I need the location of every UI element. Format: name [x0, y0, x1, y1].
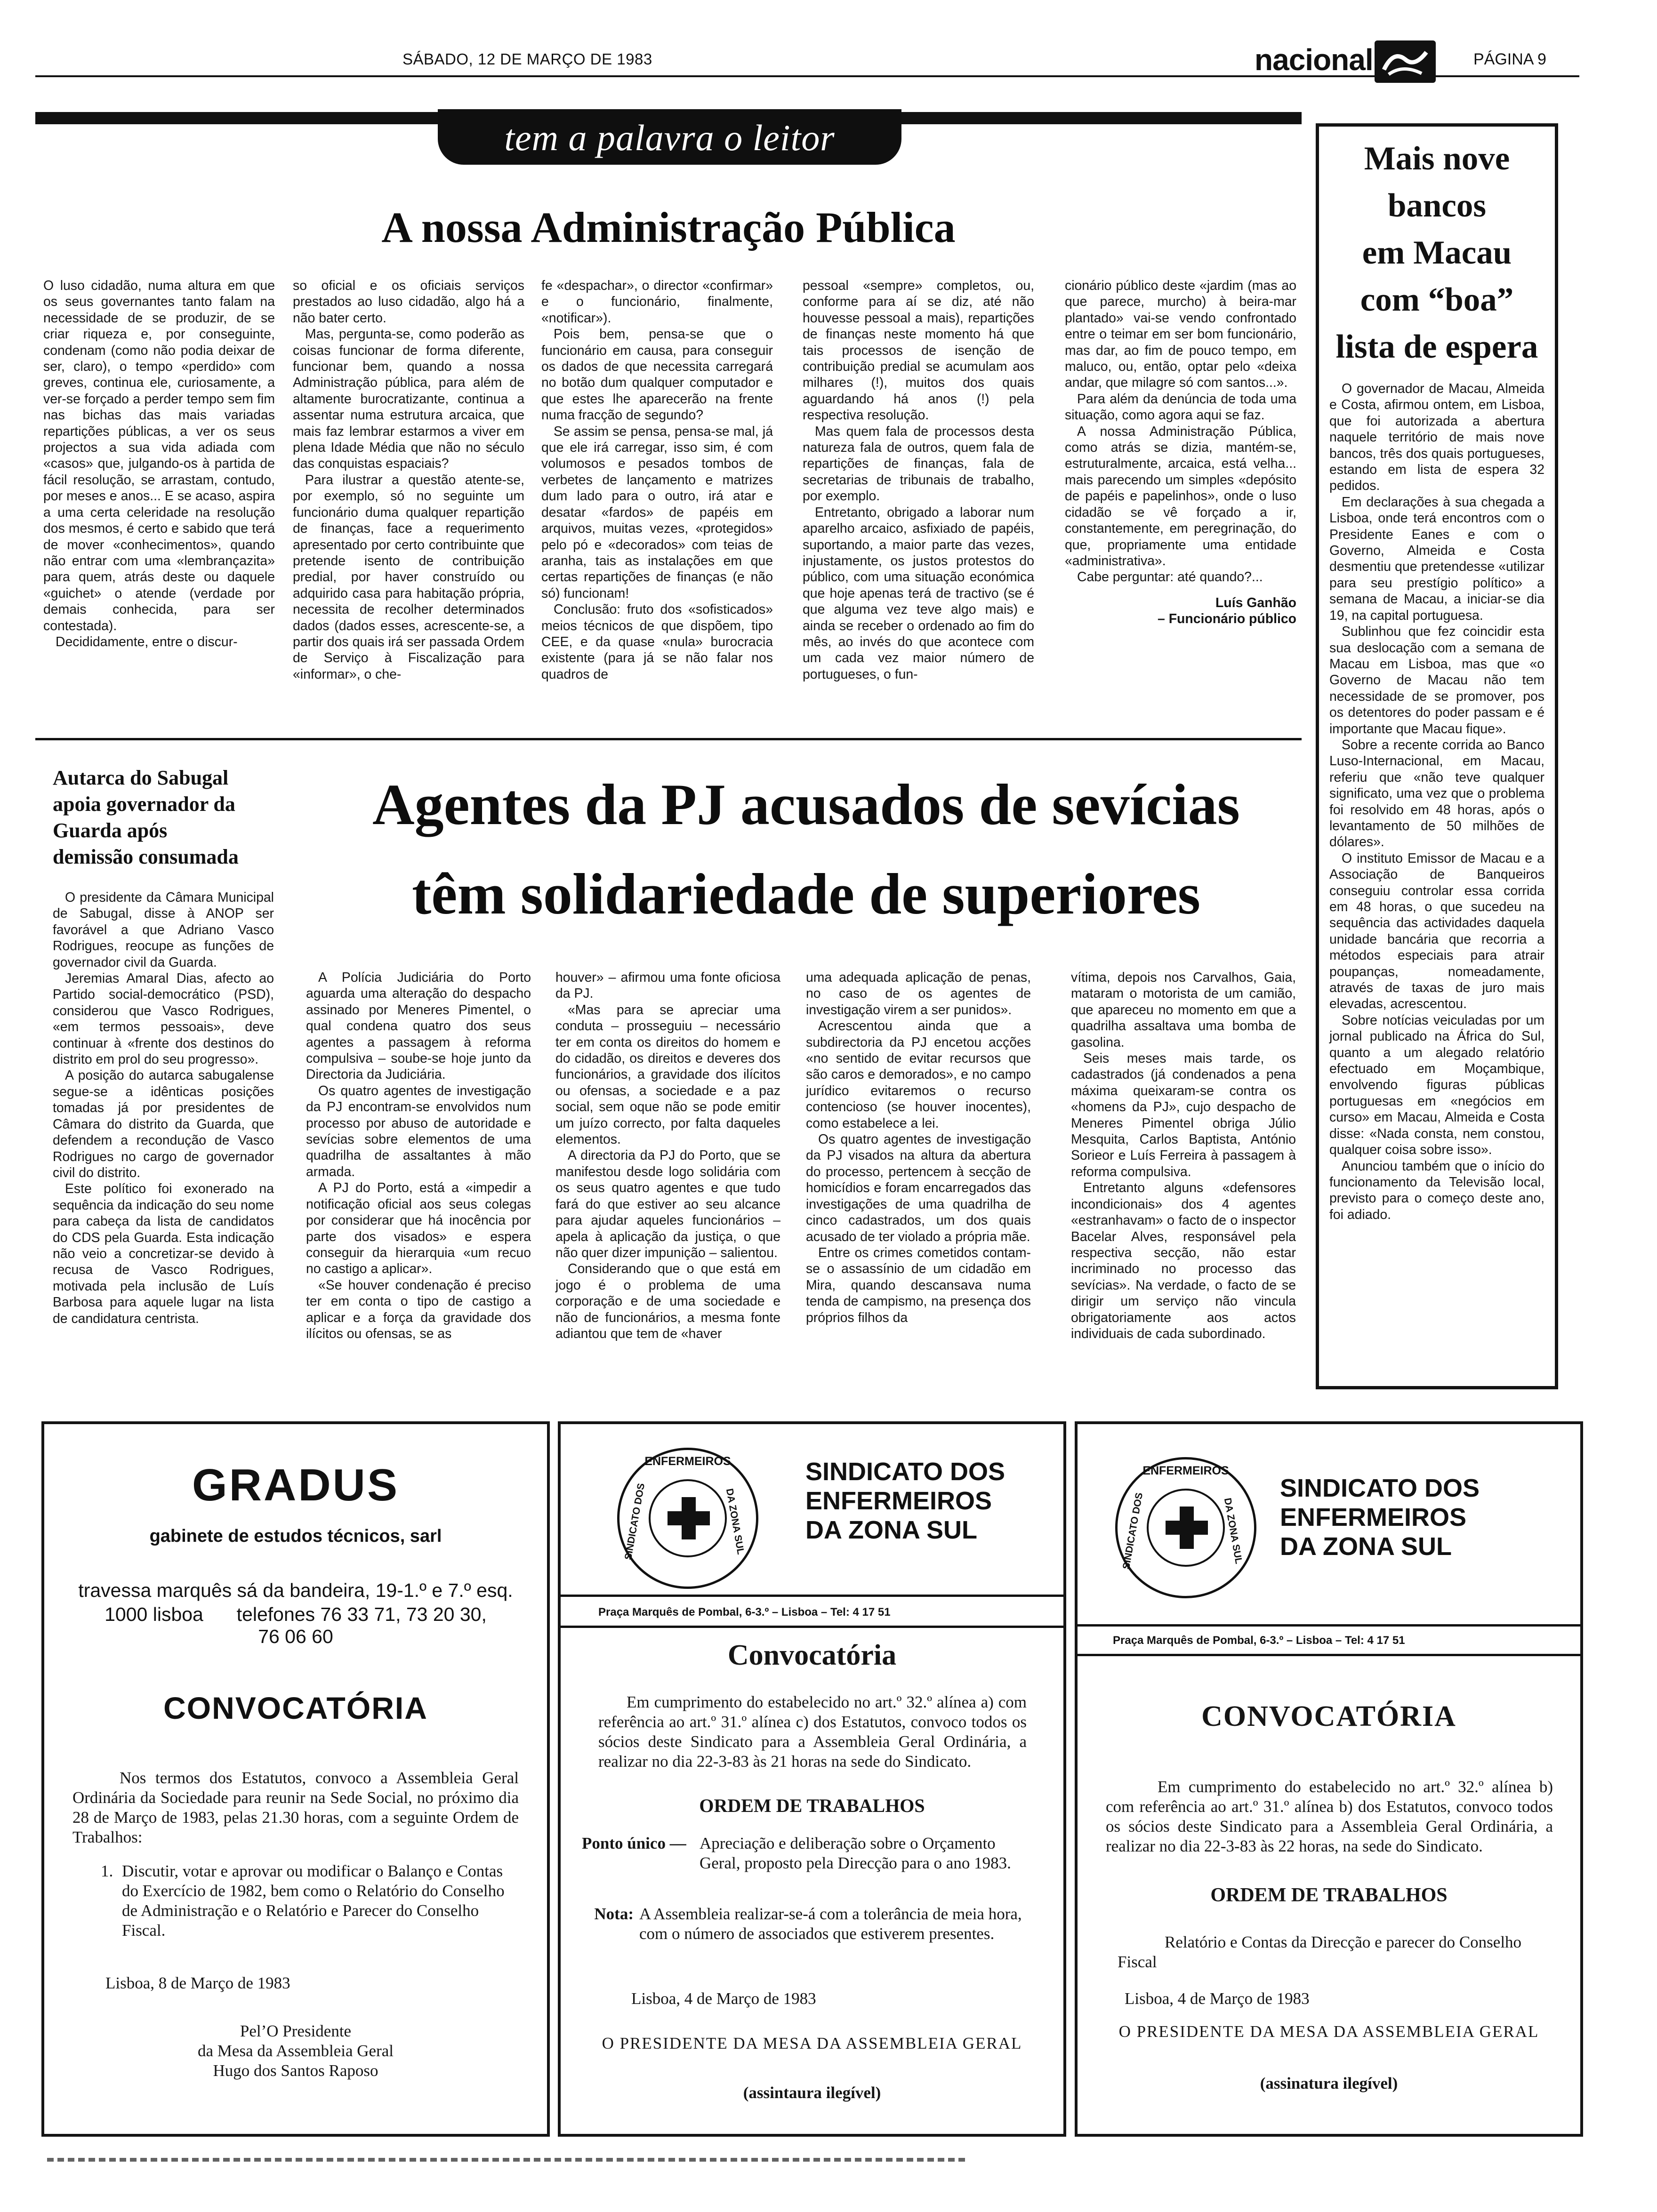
union-sign-1: O PRESIDENTE DA MESA DA ASSEMBLEIA GERAL — [1118, 2022, 1539, 2041]
union-address: Praça Marquês de Pombal, 6-3.º – Lisboa – Tel: 4 17 51 — [1113, 1634, 1405, 1647]
letter-title: A nossa Administração Pública — [381, 203, 956, 251]
union-note — [582, 1904, 1029, 1944]
union-item-label: Ponto único — — [582, 1834, 686, 1852]
union-name-line: SINDICATO DOS — [1280, 1474, 1480, 1502]
union-seal-icon — [617, 1448, 758, 1589]
letter-paragraph: fe «despachar», o director «confirmar» e o funcionário, finalmente, «notificar»). — [541, 278, 773, 326]
pj-paragraph: Considerando que o que está em jogo é o problema de uma corporação e de uma sociedade e não de funcionários, a mesma fonte adiantou que tem de «haver — [555, 1261, 780, 1341]
sabugal-body — [53, 890, 274, 1327]
union-intro: Em cumprimento do estabelecido no art.º 32.º alínea b) com referência ao art.º 31.º alínea b) dos Estatutos, convoco todos os sócios deste Sindicato para a Assembleia Geral Ordinária, a realizar no dia 22-3-83 às 22 horas, na sede do Sindicato. — [1106, 1778, 1553, 1855]
union-order-title: ORDEM DE TRABALHOS — [699, 1795, 925, 1816]
letter-column-2 — [293, 278, 524, 682]
gradus-phones-label: telefones — [236, 1603, 315, 1625]
gradus-sign-line: Hugo dos Santos Raposo — [213, 2061, 378, 2080]
gradus-subtitle: gabinete de estudos técnicos, sarl — [149, 1526, 442, 1546]
pj-paragraph: Os quatro agentes de investigação da PJ encontram-se envolvidos num processo por abuso de autoridade e sevícias sobre elementos de uma quadrilha de assaltantes à mão armada. — [306, 1083, 531, 1179]
macau-title — [1329, 135, 1544, 370]
letter-paragraph: Pois bem, pensa-se que o funcionário em causa, para conseguir os dados de que necessita carregará no botão dum qualquer computador e que estes lhe aparecerão na frente numa fracção de segundo? — [541, 327, 773, 423]
sabugal-paragraph: A posição do autarca sabugalense segue-se a idênticas posições tomadas já por presidentes de Câmara do distrito da Guarda, que defendem a recondução de Vasco Rodrigues no cargo de governador civil do distrito. — [53, 1068, 274, 1180]
pj-column-2 — [555, 970, 780, 1342]
letter-bottom-rule — [35, 738, 1302, 740]
pj-column-1 — [306, 970, 531, 1342]
union-heading: Convocatória — [727, 1639, 897, 1671]
sabugal-title — [53, 765, 298, 870]
gradus-item — [101, 1861, 519, 1940]
gradus-item-text: Discutir, votar e aprovar ou modificar o Balanço e Contas do Exercício de 1982, bem como o Relatório do Conselho de Administração e o Relatório e Parecer do Conselho Fiscal. — [122, 1862, 505, 1940]
union-name — [1280, 1474, 1480, 1561]
sabugal-paragraph: Este político foi exonerado na sequência da indicação do seu nome para cabeça da lista de candidatos do CDS pela Guarda. Esta indicação não veio a concretizar-se devido à recusa de Vasco Rodrigues, motivada pela inclusão de Luís Barbosa para aquele lugar na lista de candidatura centrista. — [53, 1181, 274, 1326]
letter-column-3 — [541, 278, 773, 682]
pj-paragraph: Acrescentou ainda que a subdirectoria da PJ encetou acções «no sentido de evitar recursos que são caros e demorados», e no campo jurídico evitaremos o recurso contencioso (se houver inocentes), como estabelece a lei. — [806, 1018, 1031, 1131]
letter-author-role: – Funcionário público — [1158, 611, 1296, 627]
union-name — [805, 1457, 1005, 1545]
macau-body — [1329, 381, 1544, 1223]
gradus-sign-line: Pel’O Presidente — [240, 2022, 352, 2040]
gradus-phones-2: 76 06 60 — [258, 1626, 333, 1647]
letter-paragraph: Para ilustrar a questão atente-se, por exemplo, só no seguinte um funcionário duma qualquer repartição de finanças, face a requerimento apresentado por certo contribuinte que pretende isento de contribuição predial, por haver construído ou adquirido casa para habitação própria, necessita de recolher determinados dados (dados esses, acrescente-se, a partir dos quais irá ser passada Ordem de Serviço à Fiscalização para «informar», o che- — [293, 472, 524, 682]
gradus-date: Lisboa, 8 de Março de 1983 — [105, 1974, 290, 1992]
union-sign-1: O PRESIDENTE DA MESA DA ASSEMBLEIA GERAL — [602, 2034, 1022, 2052]
pj-paragraph: Seis meses mais tarde, os cadastrados (já condenados a pena máxima queixaram-se contra os «homens da PJ», cujo despacho de Meneres Pimentel obriga Júlio Mesquita, Carlos Baptista, António Sorieor e Luís Ferreira à passagem à reforma compulsiva. — [1071, 1051, 1296, 1179]
letter-paragraph: Se assim se pensa, pensa-se mal, já que ele irá carregar, isso sim, é com volumosos e pesados tombos de verbetes de lançamento e matrizes dum lado para o outro, irá atar e desatar «fardos» de papéis em arquivos, muitas vezes, «protegidos» pelo pó e «decorados» com teias de aranha, tais as instalações em que certas repartições de finanças (e não só) funcionam! — [541, 424, 773, 601]
gradus-address: travessa marquês sá da bandeira, 19-1.º e 7.º esq. — [78, 1579, 513, 1601]
gradus-heading: CONVOCATÓRIA — [163, 1691, 428, 1725]
letter-paragraph: Cabe perguntar: até quando?... — [1077, 569, 1263, 585]
pj-paragraph: A Polícia Judiciária do Porto aguarda uma alteração do despacho assinado por Meneres Pimentel, o qual condena quatro dos seus agentes a passagem à reforma compulsiva – soube-se hoje junto da Directoria da Judiciária. — [306, 970, 531, 1082]
pj-paragraph: Os quatro agentes de investigação da PJ visados na altura da abertura do processo, pertencem à secção de homicídios e foram encarregados das investigações de uma quadrilha de cinco cadastrados, um dos quais acusado de ter violado a própria mãe. — [806, 1132, 1031, 1244]
union-top-rule — [561, 1595, 1063, 1597]
union-seal-left: SINDICATO DOS — [622, 1482, 647, 1561]
union-name-line: DA ZONA SUL — [1280, 1532, 1452, 1561]
macau-title-line: em Macau — [1362, 234, 1512, 271]
pj-column-3 — [806, 970, 1031, 1326]
union-seal-top: ENFERMEIROS — [1142, 1464, 1229, 1477]
gradus-city: 1000 lisboa — [105, 1603, 203, 1625]
union-sign-2: (assinatura ilegível) — [1260, 2074, 1398, 2092]
letter-paragraph: O luso cidadão, numa altura em que os seus governantes tanto falam na necessidade de se produzir, de se criar riqueza e, por conseguinte, condenam (como não podia deixar de ser, claro), o tempo «perdido» com greves, continua ele, curiosamente, a ver-se forçado a perder tempo sem fim nas bichas das mais variadas repartições públicas, a ver os seus projectos a sua vida adiada com «casos» que, julgando-os à partida de fácil resolução, se arrastam, contudo, por meses e anos... E se acaso, aspira a uma certa celeridade na resolução dos mesmos, é certo e sabido que terá de mover «conhecimentos», quando não entrar com uma «lembrançazita» para quem, atrás deste ou daquele «guichet» o atende (verdade por demais conhecida, para ser contestada). — [43, 278, 275, 633]
letter-paragraph: A nossa Administração Pública, como atrás se dizia, mantém-se, estruturalmente, arcaica, está velha... mais parecendo um simples «depósito de papéis e papelinhos», onde o luso cidadão se vê forçado a ir, constantemente, em peregrinação, do que, propriamente uma entidade «administrativa». — [1065, 424, 1296, 569]
union-date: Lisboa, 4 de Março de 1983 — [1125, 1989, 1310, 2008]
union-name-line: DA ZONA SUL — [805, 1516, 977, 1544]
union-item-text: Relatório e Contas da Direcção e parecer do Conselho Fiscal — [1118, 1933, 1522, 1971]
letter-paragraph: Mas, pergunta-se, como poderão as coisas funcionar de forma diferente, funcionar bem, quando a nossa Administração pública, para além de altamente burocratizante, continua a assentar numa estrutura arcaica, que mais faz lembrar estarmos a viver em plena Idade Média que não no século das conquistas espaciais? — [293, 327, 524, 472]
letter-column-5 — [1065, 278, 1296, 627]
macau-paragraph: Sobre a recente corrida ao Banco Luso-Internacional, em Macau, referiu que «não teve qualquer significato, uma vez que o problema foi resolvido em 48 horas, após o levantamento de 50 milhões de dólares». — [1329, 737, 1544, 850]
union-seal-right: DA ZONA SUL — [1222, 1497, 1245, 1565]
union-note-label: Nota: — [594, 1905, 634, 1923]
gradus-phones-line — [44, 1603, 547, 1626]
letter-author: Luís Ganhão — [1215, 595, 1296, 610]
gradus-name: GRADUS — [192, 1460, 399, 1510]
gradus-item-number: 1. — [101, 1862, 113, 1880]
letter-paragraph: Conclusão: fruto dos «sofisticados» meios técnicos de que dispõem, tipo CEE, e da quase «nula» burocracia existente (para já se não falar nos quadros de — [541, 602, 773, 682]
pj-paragraph: houver» – afirmou uma fonte oficiosa da PJ. — [555, 970, 780, 1002]
union-sign-2: (assintaura ilegível) — [743, 2084, 881, 2102]
gradus-intro: Nos termos dos Estatutos, convoco a Assembleia Geral Ordinária da Sociedade para reunir na Sede Social, no próximo dia 28 de Março de 1983, pelas 21.30 horas, com a seguinte Ordem de Trabalhos: — [72, 1769, 519, 1846]
union-date: Lisboa, 4 de Março de 1983 — [631, 1989, 816, 2008]
letter-paragraph: so oficial e os oficiais serviços prestados ao luso cidadão, algo há a não bater certo. — [293, 278, 524, 326]
sabugal-title-line: Autarca do Sabugal — [53, 766, 229, 789]
union-name-line: SINDICATO DOS — [805, 1458, 1005, 1486]
sabugal-paragraph: O presidente da Câmara Municipal de Sabugal, disse à ANOP ser favorável a que Adriano Vasco Rodrigues, reocupe as funções de governador civil da Guarda. — [53, 890, 274, 970]
pj-paragraph: «Mas para se apreciar uma conduta – prosseguiu – necessário ter em conta os direitos do homem e do cidadão, os direitos e deveres dos funcionários, a gravidade dos ilícitos ou ofensas, a sociedade e a paz social, sem oque não se pode emitir um juízo correcto, por falta daqueles elementos. — [555, 1002, 780, 1147]
letter-paragraph: Mas quem fala de processos desta natureza fala de outros, quem fala de repartições de finanças, fala de secretarias de tribunais de trabalho, por exemplo. — [803, 424, 1034, 504]
macau-title-line: lista de espera — [1335, 329, 1538, 365]
pj-paragraph: «Se houver condenação é preciso ter em conta o tipo de castigo a aplicar e a força da gravidade dos ilícitos ou ofensas, se as — [306, 1277, 531, 1341]
union-seal-left: SINDICATO DOS — [1120, 1491, 1145, 1571]
union-name-line: ENFERMEIROS — [805, 1487, 992, 1515]
union-address: Praça Marquês de Pombal, 6-3.º – Lisboa – Tel: 4 17 51 — [598, 1606, 891, 1619]
letter-paragraph: Decididamente, entre o discur- — [56, 634, 238, 649]
union-order-title: ORDEM DE TRABALHOS — [1210, 1884, 1448, 1906]
union-heading: CONVOCATÓRIA — [1201, 1700, 1456, 1732]
gradus-ad — [41, 1421, 550, 2137]
union-ad-2 — [1075, 1421, 1583, 2137]
gradus-sign-line: da Mesa da Assembleia Geral — [198, 2042, 394, 2060]
union-ad-1 — [558, 1421, 1066, 2137]
union-name-line: ENFERMEIROS — [1280, 1503, 1467, 1531]
macau-title-line: bancos — [1387, 187, 1487, 224]
macau-title-line: com “boa” — [1360, 281, 1514, 318]
pj-paragraph: A PJ do Porto, está a «impedir a notificação oficial aos seus colegas por considerar que há inocência por parte dos visados» e espera conseguir da hierarquia «um recuo no castigo a aplicar». — [306, 1180, 531, 1277]
letter-paragraph: pessoal «sempre» completos, ou, conforme para aí se diz, até não houvesse pessoal a mais), repartições de finanças neste momento há que tais processos de isenção de contribuição predial se acumulam aos milhares (!), muitos dos quais aguardando há anos (!) pela respectiva resolução. — [803, 278, 1034, 423]
sabugal-title-line: demissão consumada — [53, 845, 239, 868]
pj-paragraph: vítima, depois nos Carvalhos, Gaia, mataram o motorista de um camião, que apareceu no momento em que a quadrilha assaltava uma bomba de gasolina. — [1071, 970, 1296, 1050]
union-address-rule — [561, 1626, 1063, 1628]
union-intro: Em cumprimento do estabelecido no art.º 32.º alínea a) com referência ao art.º 31.º alínea c) dos Estatutos, convoco todos os sócios deste Sindicato para a Assembleia Geral Ordinária, a realizar no dia 22-3-83 às 21 horas na sede do Sindicato. — [598, 1693, 1027, 1771]
union-seal-icon — [1115, 1457, 1256, 1598]
banner-title: tem a palavra o leitor — [504, 117, 835, 158]
sabugal-title-line: Guarda após — [53, 819, 168, 842]
macau-paragraph: Em declarações à sua chegada a Lisboa, onde terá encontros com o Presidente Eanes e com o Governo, Almeida e Costa desmentiu que pretendesse «utilizar para seu prestígio político» a semana de Macau, a iniciar-se dia 19, na capital portuguesa. — [1329, 494, 1544, 623]
pj-paragraph: uma adequada aplicação de penas, no caso de os agentes de investigação virem a ser punidos». — [806, 970, 1031, 1018]
pj-title-line-2: têm solidariedade de superiores — [411, 862, 1201, 926]
macau-title-line: Mais nove — [1364, 140, 1510, 177]
union-top-rule — [1078, 1624, 1580, 1627]
union-seal-top: ENFERMEIROS — [644, 1455, 731, 1468]
section-label: nacional — [1255, 43, 1373, 77]
macau-paragraph: Anunciou também que o início do funcionamento da Televisão local, previsto para o começo deste ano, foi adiado. — [1329, 1158, 1544, 1222]
letter-column-1 — [43, 278, 275, 650]
pj-paragraph: Entre os crimes cometidos contam-se o assassínio de um cidadão em Mira, quando descansava numa tenda de campismo, na presença dos próprios filhos da — [806, 1245, 1031, 1325]
union-note-text: A Assembleia realizar-se-á com a tolerância de meia hora, com o número de associados que estiverem presentes. — [639, 1905, 1022, 1943]
macau-paragraph: O governador de Macau, Almeida e Costa, afirmou ontem, em Lisboa, que foi autorizada a abertura naquele território de mais nove bancos, três dos quais portugueses, estando em lista de espera 32 pedidos. — [1329, 381, 1544, 494]
letter-paragraph: Entretanto, obrigado a laborar num aparelho arcaico, asfixiado de papéis, suportando, a maior parte das vezes, injustamente, os justos protestos do público, com uma situação económica que hoje apenas terá de tractivo (se é que alguma vez teve algo mais) e ainda se receber o ordenado ao fim do mês, ao invés do que acontece com um cada vez maior número de portugueses, o fun- — [803, 505, 1034, 682]
macau-article-box — [1316, 123, 1558, 1389]
sabugal-paragraph: Jeremias Amaral Dias, afecto ao Partido social-democrático (PSD), considerou que Vasco Rodrigues, «em termos pessoais», deve continuar à «frente dos destinos do distrito em prol do seu progresso». — [53, 971, 274, 1067]
pj-paragraph: Entretanto alguns «defensores incondicionais» dos 4 agentes «estranhavam» o facto de o inspector Bacelar Alves, responsável pela respectiva secção, não estar incriminado no processo das sevícias». Na verdade, o facto de se dirigir um serviço não vincula obrigatoriamente aos actos individuais de cada subordinado. — [1071, 1180, 1296, 1341]
macau-paragraph: Sobre notícias veiculadas por um jornal publicado na África do Sul, quanto a um alegado relatório efectuado em Moçambique, envolvendo figuras públicas portuguesas em «negócios em curso» em Macau, Almeida e Costa disse: «Nada consta, nem constou, qualquer coisa sobre isso». — [1329, 1012, 1544, 1158]
letter-paragraph: Para além da denúncia de toda uma situação, como agora aqui se faz. — [1065, 391, 1296, 423]
letter-column-4 — [803, 278, 1034, 682]
letter-paragraph: cionário público deste «jardim (mas ao que parece, murcho) à beira-mar plantado» vai-se vendo confrontado entre o teimar em ser bom funcionário, mas dar, ao fim de pouco tempo, em maluco, ou, então, optar pelo «deixa andar, que milagre só com santos...». — [1065, 278, 1296, 391]
header-date: SÁBADO, 12 DE MARÇO DE 1983 — [402, 50, 652, 68]
union-item — [582, 1834, 1029, 1873]
pj-paragraph: A directoria da PJ do Porto, que se manifestou desde logo solidária com os seus quatro agentes e que tudo fará do que estiver ao seu alcance para ajudar aqueles funcionários – apela à aplicação da justiça, o que não quer dizer impunição – salientou. — [555, 1148, 780, 1260]
macau-paragraph: O instituto Emissor de Macau e a Associação de Banqueiros conseguiu controlar essa corrida em 48 horas, o que sucedeu na sequência das actividades daquela unidade bancária que recorria a métodos especiais para atrair poupanças, nomeadamente, através de taxas de juro mais elevadas, acrescentou. — [1329, 850, 1544, 1012]
macau-paragraph: Sublinhou que fez coincidir esta sua deslocação com a semana de Macau em Lisboa, mas que «o Governo de Macau não tem necessidade de se promover, pos os detentores do poder passam e é importante que Macau fique». — [1329, 624, 1544, 737]
gradus-phones: 76 33 71, 73 20 30, — [320, 1603, 487, 1625]
page-number: PÁGINA 9 — [1473, 50, 1546, 68]
bottom-scan-edge — [47, 2158, 965, 2162]
pj-column-4 — [1071, 970, 1296, 1342]
union-seal-right: DA ZONA SUL — [724, 1488, 747, 1555]
pj-title-line-1: Agentes da PJ acusados de sevícias — [372, 772, 1240, 837]
sabugal-title-line: apoia governador da — [53, 793, 235, 816]
newspaper-logo-icon — [1375, 40, 1436, 83]
union-item-text: Apreciação e deliberação sobre o Orçamento Geral, proposto pela Direcção para o ano 1983. — [700, 1834, 1011, 1872]
gradus-signature — [44, 2021, 547, 2081]
union-address-rule — [1078, 1654, 1580, 1656]
